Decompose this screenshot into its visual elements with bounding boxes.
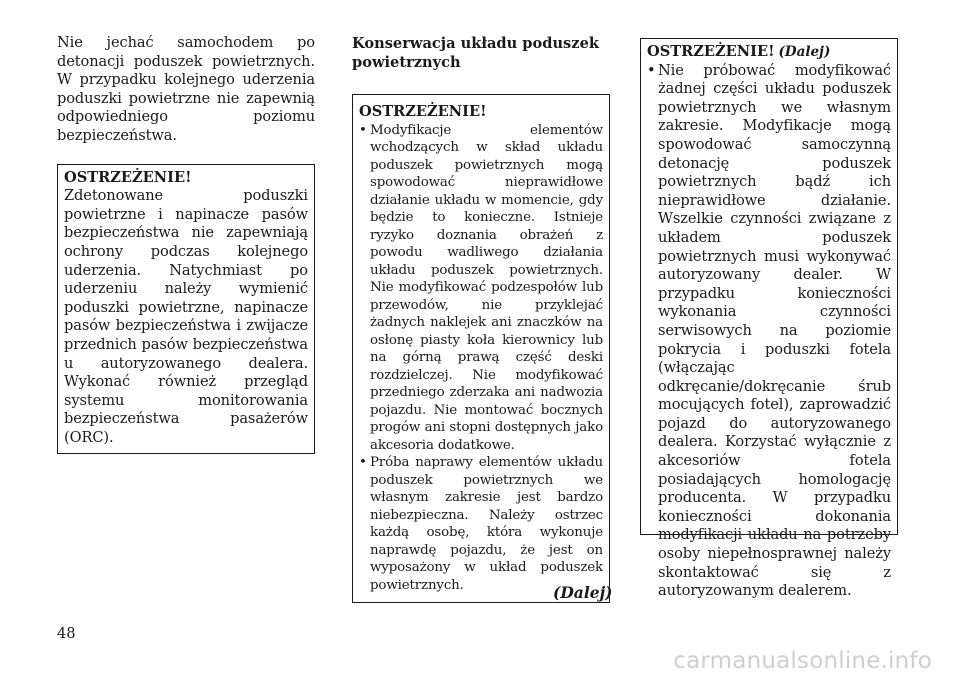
warning-title-row (647, 43, 891, 62)
warning-item-text: Nie próbować modyfikować żadnej części układu poduszek powietrznych we własnym zakresie. Modyfikacje mogą spowodować samoczynną detonację poduszek powietrznych bądź ich nieprawidłowe działanie. Wszelkie czynności związane z układem poduszek powietrznych musi wykonywać autoryzowany dealer. W przypadku konieczności wykonania czynności serwisowych na poziomie pokrycia i poduszki fotela (włączając odkręcanie/dokręcanie śrub mocujących fotel), zaprowadzić pojazd do autoryzowanego dealera. Korzystać wyłącznie z akcesoriów fotela posiadających homologację producenta. W przypadku konieczności dokonania modyfikacji układu na potrzeby osoby niepełnosprawnej należy skontaktować się z autoryzowanym dealerem. (658, 61, 891, 600)
warning-text: Zdetonowane poduszki powietrzne i napinacze pasów bezpieczeństwa nie zapewniają ochrony podczas kolejnego uderzenia. Natychmiast po uderzeniu należy wymienić poduszki powietrzne, napinacze pasów bezpieczeństwa i zwijacze przednich pasów bezpieczeństwa u autoryzowanego dealera. Wykonać również przegląd systemu monitorowania bezpieczeństwa pasażerów (ORC). (64, 187, 308, 446)
warning-list (647, 62, 891, 601)
warning-list-item (647, 62, 891, 601)
bullet-icon: • (359, 122, 367, 138)
warning-list (359, 122, 603, 595)
warning-list-item (359, 454, 603, 594)
warning-box-continued (640, 38, 898, 600)
warning-item-text: Modyfikacje elementów wchodzących w skład układu poduszek powietrznych mogą spowodować nieprawidłowe działanie układu w momencie, gdy będzie to konieczne. Istnieje ryzyko doznania obrażeń z powodu wadliwego działania układu poduszek powietrznych. Nie modyfikować podzespołów lub przewodów, nie przyklejać żadnych naklejek ani znaczków na osłonę piasty koła kierownicy lub na górną prawą część deski rozdzielczej. Nie modyfikować przedniego zderzaka ani nadwozia pojazdu. Nie montować bocznych progów ani stopni dostępnych jako akcesoria dodatkowe. (370, 122, 603, 453)
continued-label: (Dalej) (553, 583, 613, 602)
warning-title: OSTRZEŻENIE! (647, 43, 775, 60)
right-column (640, 34, 898, 600)
bullet-icon: • (359, 455, 367, 471)
warning-box-maintenance (352, 94, 610, 603)
section-heading: Konserwacja układu poduszek powietrznych (352, 35, 599, 71)
warning-title: OSTRZEŻENIE! (64, 168, 192, 186)
intro-paragraph: Nie jechać samochodem po detonacji poduszek powietrznych. W przypadku kolejnego uderzenia poduszki powietrzne nie zapewnią odpowiedniego poziomu bezpieczeństwa. (57, 34, 315, 144)
warning-list-item (359, 122, 603, 455)
middle-column (352, 34, 610, 603)
watermark: carmanualsonline.info (673, 648, 932, 674)
warning-title: OSTRZEŻENIE! (359, 103, 487, 120)
page-number: 48 (57, 625, 76, 642)
warning-continued-label: (Dalej) (778, 44, 831, 60)
left-column (57, 34, 315, 454)
bullet-icon: • (647, 61, 656, 79)
warning-item-text: Próba naprawy elementów układu poduszek powietrznych we własnym zakresie jest bardzo niebezpieczna. Należy ostrzec każdą osobę, która wykonuje naprawdę pojazdu, że jest on wyposażony w układ poduszek powietrznych. (370, 455, 603, 593)
warning-box-detonated-airbags (57, 164, 315, 455)
